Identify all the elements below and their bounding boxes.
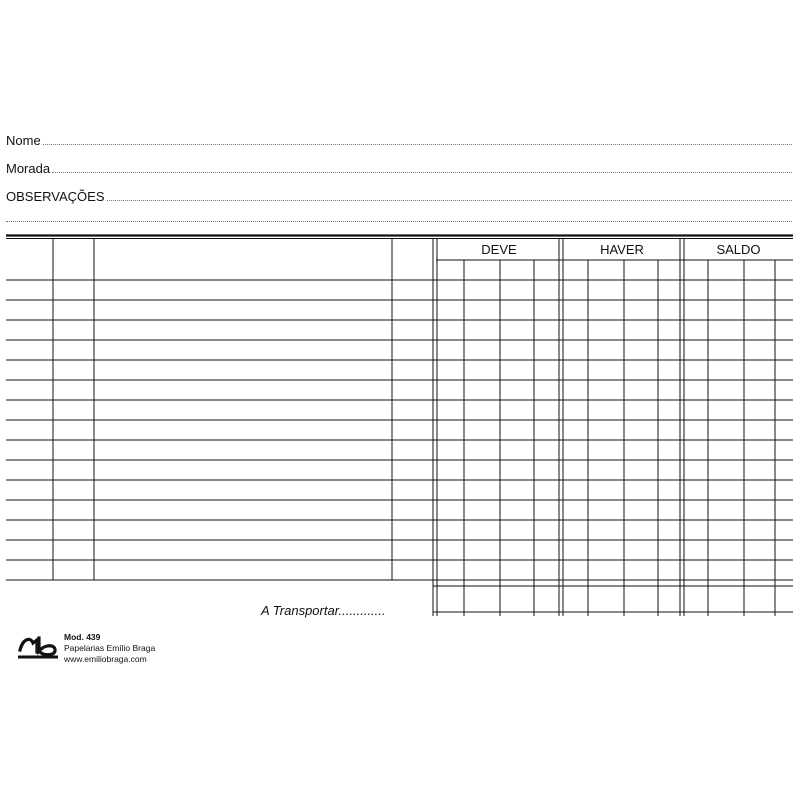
address-label: Morada — [6, 161, 51, 176]
publisher-imprint — [64, 632, 155, 665]
name-label: Nome — [6, 133, 41, 148]
company-website[interactable]: www.emiliobraga.com — [64, 654, 147, 664]
company-logo — [17, 632, 59, 662]
balance-column-heading: SALDO — [716, 242, 761, 257]
credit-column-heading: HAVER — [600, 242, 644, 257]
notes-label: OBSERVAÇÕES — [6, 189, 105, 204]
model-number: Mod. 439 — [64, 632, 101, 642]
company-name: Papelarias Emílio Braga — [64, 643, 156, 653]
carry-forward-label: A Transportar............. — [261, 603, 386, 618]
debit-column-heading: DEVE — [481, 242, 517, 257]
